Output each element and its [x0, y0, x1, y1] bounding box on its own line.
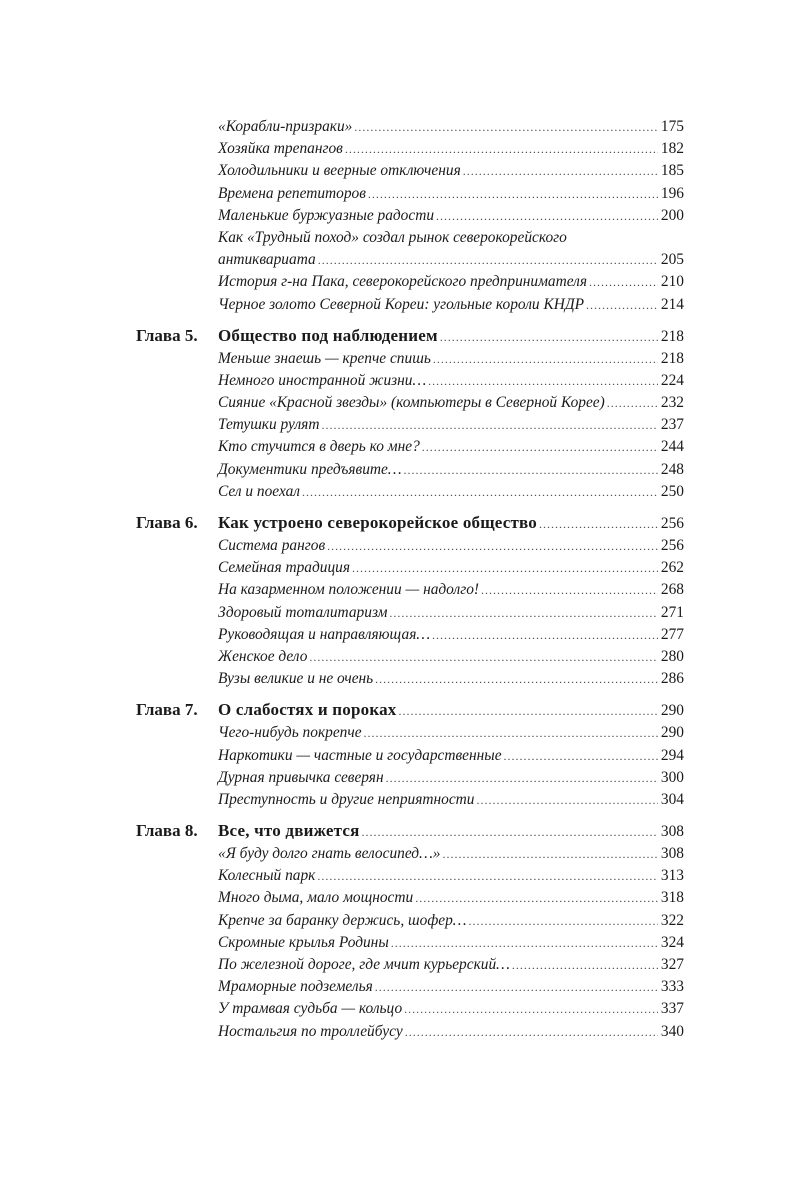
toc-entry[interactable] [136, 602, 684, 624]
entry-title: «Корабли-призраки» [218, 118, 353, 135]
chapter-title: О слабостях и пороках [218, 700, 397, 720]
entry-page-number: 313 [660, 867, 684, 885]
dot-leader [607, 392, 658, 414]
dot-leader [463, 160, 658, 182]
entry-title: Крепче за баранку держись, шофер… [218, 911, 467, 929]
dot-leader [391, 932, 658, 954]
toc-entry[interactable] [136, 116, 684, 138]
entry-page-number: 232 [660, 394, 684, 412]
entry-page-number: 290 [660, 724, 684, 742]
toc-entry[interactable] [136, 481, 684, 503]
entry-page-number: 322 [660, 911, 684, 929]
toc-section-continued [136, 116, 684, 316]
dot-leader [468, 910, 658, 932]
dot-leader [512, 954, 658, 976]
toc-entry[interactable] [136, 954, 684, 976]
entry-page-number: 280 [660, 647, 684, 665]
entry-page-number: 224 [660, 371, 684, 389]
entry-page-number: 304 [660, 790, 684, 808]
entry-page-number: 308 [660, 845, 684, 863]
toc-entry[interactable] [136, 183, 684, 205]
entry-title: Семейная традиция [218, 559, 351, 577]
entry-title: Дурная привычка северян [218, 768, 384, 786]
dot-leader [440, 325, 658, 349]
entry-title: По железной дороге, где мчит курьерский… [218, 956, 510, 973]
entry-title: Документики предъявите… [218, 460, 402, 478]
dot-leader [442, 843, 658, 865]
entry-page-number: 182 [660, 140, 684, 158]
dot-leader [428, 370, 658, 392]
toc-entry[interactable] [136, 348, 684, 370]
chapter-page-number: 256 [660, 515, 684, 532]
toc-entry[interactable] [136, 579, 684, 601]
entry-title: На казарменном положении — надолго! [218, 581, 480, 599]
toc-entry[interactable] [136, 910, 684, 932]
entry-title: Маленькие буржуазные радости [218, 206, 435, 224]
toc-entry[interactable] [136, 138, 684, 160]
entry-page-number: 175 [660, 118, 684, 135]
toc-entry[interactable] [136, 459, 684, 481]
entry-page-number: 244 [660, 438, 684, 456]
toc-entry[interactable] [136, 887, 684, 909]
toc-chapter-block [136, 511, 684, 690]
entry-title: Здоровый тоталитаризм [218, 603, 388, 621]
dot-leader [362, 820, 658, 844]
toc-chapter-block [136, 324, 684, 503]
dot-leader [436, 205, 658, 227]
entry-title: У трамвая судьба — кольцо [218, 1000, 403, 1018]
entry-title: Сияние «Красной звезды» (компьютеры в Северной Корее) [218, 394, 605, 412]
entry-title: История г-на Пака, северокорейского предпринимателя [218, 273, 588, 291]
entry-title: Времена репетиторов [218, 184, 366, 202]
chapter-page-number: 218 [660, 327, 684, 345]
dot-leader [317, 865, 658, 887]
toc-entry[interactable] [136, 392, 684, 414]
entry-page-number: 248 [660, 460, 684, 478]
dot-leader [318, 249, 658, 271]
entry-title: Вузы великие и не очень [218, 670, 374, 688]
dot-leader [589, 271, 658, 293]
entry-title: Наркотики — частные и государственные [218, 746, 502, 764]
entry-title: Тетушки рулят [218, 416, 320, 434]
toc-entry[interactable] [136, 557, 684, 579]
toc-entry[interactable] [136, 160, 684, 182]
dot-leader [386, 767, 658, 789]
toc-entry[interactable] [136, 370, 684, 392]
entry-title: Холодильники и веерные отключения [218, 162, 461, 180]
toc-entry[interactable] [136, 205, 684, 227]
entry-title: Система рангов [218, 537, 326, 554]
entry-page-number: 337 [660, 1000, 684, 1018]
entry-title: Черное золото Северной Кореи: угольные короли КНДР [218, 295, 585, 313]
toc-entry[interactable] [136, 414, 684, 436]
dot-leader [368, 183, 658, 205]
dot-leader [433, 348, 658, 370]
entry-title: «Я буду долго гнать велосипед…» [218, 845, 441, 863]
chapter-title: Все, что движется [218, 821, 360, 841]
entry-page-number: 286 [660, 670, 684, 688]
toc-entry[interactable] [136, 865, 684, 887]
toc-entry[interactable] [136, 976, 684, 998]
entry-title: Много дыма, мало мощности [218, 889, 414, 907]
toc-entry[interactable] [136, 745, 684, 767]
dot-leader [405, 1021, 658, 1043]
dot-leader [375, 668, 658, 690]
chapter-label: Глава 7. [136, 700, 198, 720]
entry-page-number: 237 [660, 416, 684, 434]
entry-page-number: 300 [660, 768, 684, 786]
dot-leader [539, 512, 658, 536]
table-of-contents [136, 116, 684, 1045]
dot-leader [422, 436, 658, 458]
chapter-heading[interactable] [136, 511, 684, 535]
dot-leader [586, 294, 658, 316]
dot-leader [352, 557, 658, 579]
dot-leader [476, 789, 658, 811]
toc-entry[interactable] [136, 789, 684, 811]
entry-page-number: 294 [660, 746, 684, 764]
dot-leader [481, 579, 658, 601]
toc-entry[interactable] [136, 646, 684, 668]
chapter-title: Как устроено северокорейское общество [218, 513, 537, 532]
entry-title: Ностальгия по троллейбусу [218, 1022, 403, 1040]
toc-entry[interactable] [136, 767, 684, 789]
toc-entry[interactable] [136, 249, 684, 271]
dot-leader [432, 624, 658, 646]
entry-page-number: 256 [660, 537, 684, 554]
entry-title: Как «Трудный поход» создал рынок северокорейского [218, 228, 567, 246]
entry-title: Сел и поехал [218, 482, 300, 500]
toc-entry[interactable] [136, 271, 684, 293]
entry-title: Женское дело [218, 647, 308, 665]
entry-page-number: 271 [660, 603, 684, 621]
chapter-page-number: 290 [660, 702, 684, 720]
dot-leader [504, 745, 658, 767]
toc-entry[interactable] [136, 227, 684, 249]
toc-entry[interactable] [136, 668, 684, 690]
entry-page-number: 277 [660, 625, 684, 643]
toc-entry[interactable] [136, 932, 684, 954]
entry-page-number: 333 [660, 978, 684, 996]
entry-page-number: 200 [660, 206, 684, 224]
toc-entry[interactable] [136, 436, 684, 458]
entry-title: Преступность и другие неприятности [218, 790, 475, 808]
dot-leader [309, 646, 658, 668]
toc-entry[interactable] [136, 535, 684, 557]
dot-leader [398, 699, 658, 723]
entry-title: Кто стучится в дверь ко мне? [218, 438, 420, 456]
dot-leader [404, 998, 658, 1020]
entry-page-number: 262 [660, 559, 684, 577]
toc-chapter-block [136, 819, 684, 1043]
dot-leader [375, 976, 658, 998]
entry-title: Скромные крылья Родины [218, 933, 389, 951]
entry-page-number: 218 [660, 349, 684, 367]
entry-page-number: 210 [660, 273, 684, 291]
entry-page-number: 250 [660, 482, 684, 500]
dot-leader [345, 138, 658, 160]
toc-entry[interactable] [136, 294, 684, 316]
entry-title: Меньше знаешь — крепче спишь [218, 349, 431, 367]
chapter-title: Общество под наблюдением [218, 325, 438, 345]
toc-entry[interactable] [136, 1021, 684, 1043]
entry-page-number: 318 [660, 889, 684, 907]
dot-leader [364, 722, 658, 744]
entry-title: Немного иностранной жизни… [218, 371, 427, 389]
entry-page-number: 205 [660, 251, 684, 269]
toc-entry[interactable] [136, 998, 684, 1020]
dot-leader [354, 116, 658, 138]
chapter-label: Глава 8. [136, 821, 198, 841]
dot-leader [404, 459, 658, 481]
entry-page-number: 268 [660, 581, 684, 599]
dot-leader [389, 602, 658, 624]
entry-page-number: 214 [660, 295, 684, 313]
chapter-page-number: 308 [660, 823, 684, 841]
entry-title: антиквариата [218, 251, 316, 269]
chapter-heading[interactable] [136, 698, 684, 722]
chapter-label: Глава 5. [136, 325, 198, 345]
entry-page-number: 185 [660, 162, 684, 180]
entry-page-number: 196 [660, 184, 684, 202]
toc-entry[interactable] [136, 843, 684, 865]
dot-leader [302, 481, 658, 503]
entry-title: Хозяйка трепангов [218, 140, 343, 158]
entry-page-number: 324 [660, 933, 684, 951]
entry-page-number: 340 [660, 1022, 684, 1040]
chapter-label: Глава 6. [136, 513, 198, 532]
chapter-heading[interactable] [136, 819, 684, 843]
entry-page-number: 327 [660, 956, 684, 973]
dot-leader [321, 414, 658, 436]
entry-title: Мраморные подземелья [218, 978, 373, 996]
dot-leader [327, 535, 658, 557]
toc-chapter-block [136, 698, 684, 811]
dot-leader [415, 887, 658, 909]
toc-entry[interactable] [136, 722, 684, 744]
entry-title: Руководящая и направляющая… [218, 625, 431, 643]
toc-entry[interactable] [136, 624, 684, 646]
entry-title: Колесный парк [218, 867, 316, 885]
chapter-heading[interactable] [136, 324, 684, 348]
entry-title: Чего-нибудь покрепче [218, 724, 362, 742]
